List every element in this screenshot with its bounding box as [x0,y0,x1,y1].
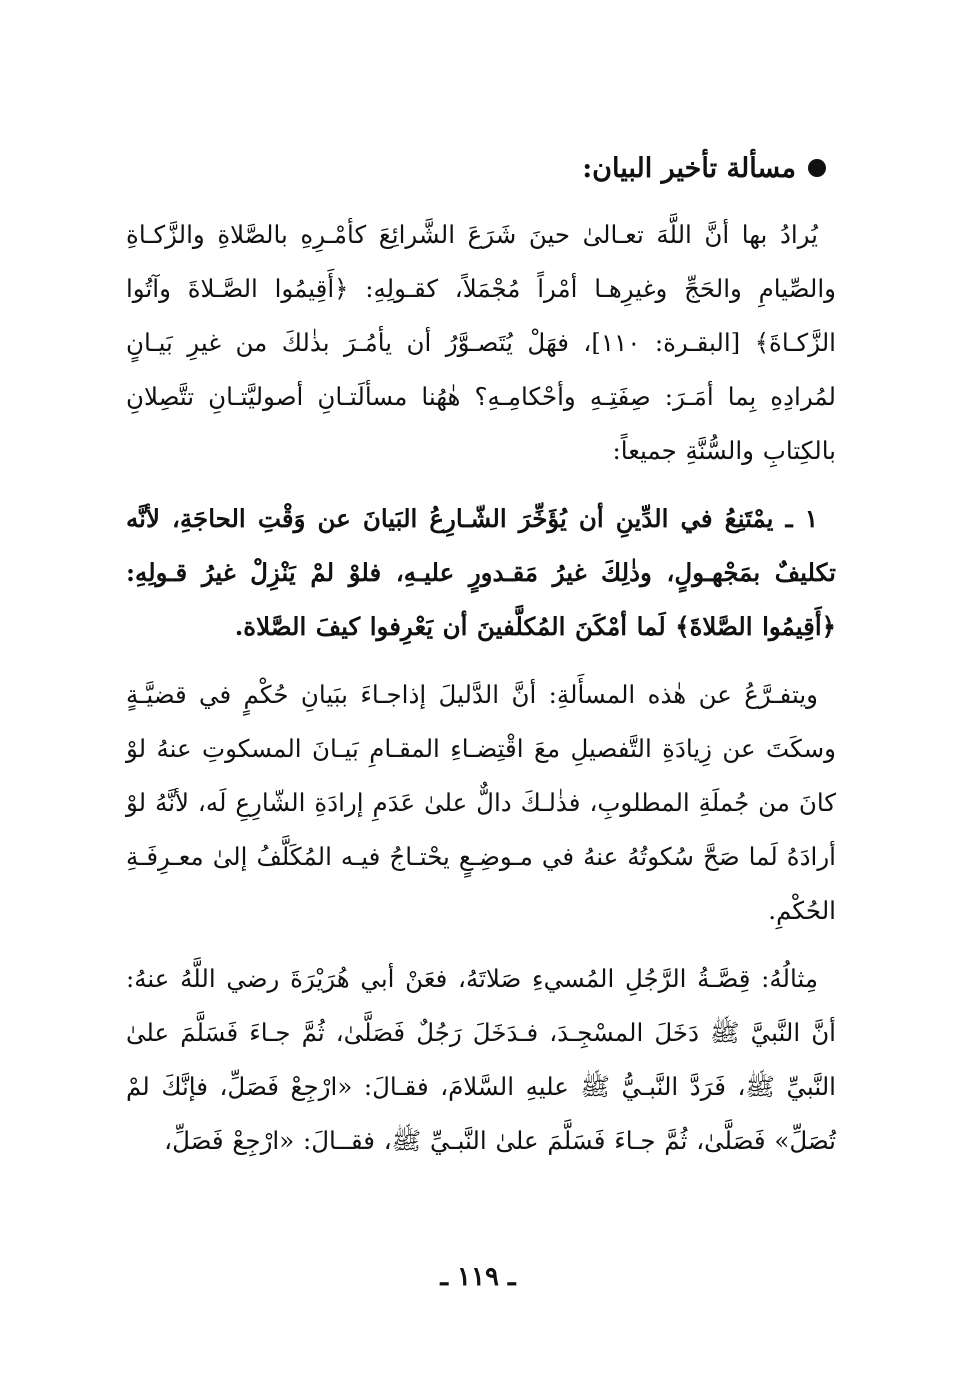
paragraph-rule-one: ١ ـ يمْتَنِعُ في الدِّينِ أن يُؤَخِّرَ الشّـارِعُ البَيانَ عن وَقْتِ الحاجَةِ، لأنَّه تكليفٌ بمَجْهـولٍ، وذٰلِكَ غيرُ مَقـدورٍ عليـهِ، فلوْ لمْ يَنْزِلْ غيرُ قـولِهِ: ﴿أَقِيمُوا الصَّلاةَ﴾ لَما أمْكَنَ المُكلَّفينَ أن يَعْرِفوا كيفَ الصَّلاة. [126,504,836,641]
page-body [126,140,836,1168]
paragraph-example: مِثالُهُ: قِصَّـةُ الرَّجُلِ المُسيءِ صَلاتَهُ، فعَنْ أبي هُرَيْرَةَ رضي اللَّهُ عنهُ: أنَّ النَّبيَّ ﷺ دَخَلَ المسْجِـدَ، فـدَخَلَ رَجُلٌ فَصَلَّىٰ، ثُمَّ جـاءَ فَسَلَّمَ علىٰ النَّبيِّ ﷺ، فَرَدَّ النَّبـيُّ ﷺ عليهِ السَّلامَ، فقـالَ: «ارْجِعْ فَصَلِّ، فإنَّكَ لمْ تُصَلِّ» فَصَلَّىٰ، ثُمَّ جـاءَ فَسَلَّمَ علىٰ النَّبـيِّ ﷺ، فقــالَ: «ارْجِعْ فَصَلِّ، [126,964,836,1155]
section-heading-text: مسألة تأخير البيان: [582,152,796,184]
paragraph-intro: يُرادُ بها أنَّ اللَّهَ تعـالىٰ حينَ شَرَعَ الشَّرائِعَ كأمْـرِهِ بالصَّلاةِ والزَّكـاةِ والصِّيامِ والحَجِّ وغيرِهـا أمْراً مُجْمَلاً، كقـولِهِ: ﴿أَقِيمُوا الصَّـلاةَ وآتُوا الزَّكـاةَ﴾ [البقـرة: ١١٠]، فهَلْ يُتَصـوَّرُ أن يأمُـرَ بذٰلكَ من غيرِ بَيـانٍ لمُرادِهِ بِما أمَـرَ: صِفَتِـهِ وأحْكامِـهِ؟ هٰهُنا مسألَتـانِ أصوليَّتـانِ تتَّصِلانِ بالكِتابِ والسُّنَّةِ جميعاً: [126,220,836,465]
page-number: ـ ١١٩ ـ [440,1262,516,1292]
paragraph-branch: ويتفـرَّعُ عن هٰذه المسأَلةِ: أنَّ الدَّليلَ إذاجـاءَ ببَيانِ حُكْمٍ في قضيَّـةٍ وسكَتَ عن زِيادَةِ التَّفصيلِ معَ اقْتِضـاءِ المقـامِ بَيـانَ المسكوتِ عنهُ لوْ كانَ من جُملَةِ المطلوبِ، فذٰلـكَ دالٌّ علىٰ عَدَمِ إرادَةِ الشّارِعِ لَه، لأنَّهُ لوْ أرادَهُ لَما صَحَّ سُكوتُهُ عنهُ في مـوضِـعٍ يحْتـاجُ فيـه المُكَلَّفُ إلىٰ معـرِفَـةِ الحُكْمِ. [126,680,836,925]
section-heading [126,140,826,196]
bullet-icon [808,159,826,177]
